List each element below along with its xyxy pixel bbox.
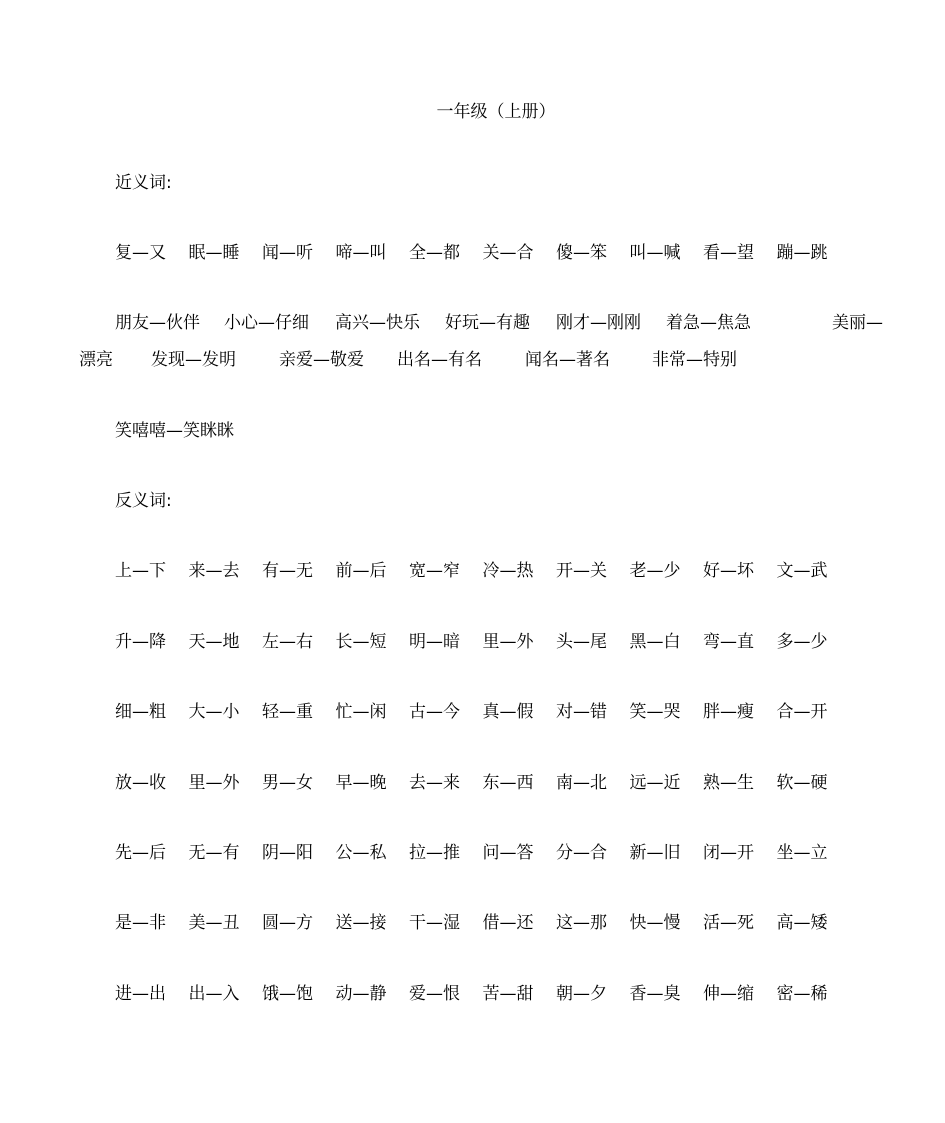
antonym-pair: 软—硬 — [776, 773, 828, 793]
antonym-pair: 里—外 — [188, 773, 240, 793]
antonym-pair: 先—后 — [115, 843, 166, 863]
page-title: 一年级（上册） — [436, 102, 556, 122]
antonym-pair: 来—去 — [188, 561, 240, 581]
antonym-pair: 冷—热 — [482, 561, 534, 581]
antonym-pair: 坐—立 — [776, 843, 828, 863]
antonym-pair: 文—武 — [776, 561, 828, 581]
synonym-pair: 关—合 — [482, 243, 534, 263]
antonym-row-7 — [115, 982, 850, 1006]
antonym-row-4 — [115, 771, 850, 795]
antonym-pair: 进—出 — [115, 984, 166, 1004]
antonym-pair: 干—湿 — [409, 913, 460, 933]
antonym-pair: 左—右 — [262, 632, 313, 652]
antonym-row-3 — [115, 700, 850, 724]
antonym-pair: 开—关 — [556, 561, 607, 581]
synonym-pair: 全—都 — [409, 243, 460, 263]
antonym-pair: 伸—缩 — [703, 984, 754, 1004]
antonym-pair: 快—慢 — [629, 913, 681, 933]
antonym-pair: 放—收 — [115, 773, 166, 793]
antonym-pair: 南—北 — [556, 773, 607, 793]
synonym-word: 漂亮 — [79, 350, 113, 370]
synonym-pair: 发现—发明 — [151, 350, 236, 370]
antonym-pair: 分—合 — [556, 843, 607, 863]
antonym-pair: 老—少 — [629, 561, 681, 581]
antonym-pair: 前—后 — [335, 561, 387, 581]
antonym-row-5 — [115, 841, 850, 865]
antonym-pair: 古—今 — [409, 702, 460, 722]
antonyms-label: 反义词: — [115, 491, 172, 511]
antonym-pair: 拉—推 — [409, 843, 460, 863]
antonym-row-1 — [115, 559, 850, 583]
antonym-pair: 多—少 — [776, 632, 828, 652]
antonym-pair: 头—尾 — [556, 632, 607, 652]
antonym-pair: 香—臭 — [629, 984, 681, 1004]
antonym-pair: 送—接 — [335, 913, 387, 933]
antonym-pair: 高—矮 — [776, 913, 828, 933]
antonym-pair: 天—地 — [188, 632, 240, 652]
synonyms-label: 近义词: — [115, 173, 172, 193]
synonym-pair: 看—望 — [703, 243, 754, 263]
antonym-pair: 这—那 — [556, 913, 607, 933]
antonym-pair: 早—晚 — [335, 773, 387, 793]
synonym-pair: 出名—有名 — [397, 350, 482, 370]
antonym-pair: 长—短 — [335, 632, 387, 652]
synonym-pair: 傻—笨 — [556, 243, 607, 263]
antonym-pair: 对—错 — [556, 702, 607, 722]
antonym-pair: 出—入 — [188, 984, 240, 1004]
antonym-pair: 密—稀 — [776, 984, 828, 1004]
antonym-pair: 朝—夕 — [556, 984, 607, 1004]
synonym-row-1 — [115, 241, 850, 265]
antonym-pair: 笑—哭 — [629, 702, 681, 722]
synonym-pair: 小心—仔细 — [224, 313, 309, 333]
antonym-pair: 明—暗 — [409, 632, 460, 652]
antonym-pair: 男—女 — [262, 773, 313, 793]
synonym-pair: 着急—焦急 — [666, 313, 751, 333]
antonym-pair: 胖—瘦 — [703, 702, 754, 722]
antonym-pair: 有—无 — [262, 561, 313, 581]
antonym-pair: 无—有 — [188, 843, 240, 863]
antonym-pair: 里—外 — [482, 632, 534, 652]
antonym-pair: 好—坏 — [703, 561, 754, 581]
synonym-pair: 蹦—跳 — [776, 243, 828, 263]
antonym-pair: 东—西 — [482, 773, 534, 793]
antonym-pair: 公—私 — [335, 843, 387, 863]
antonym-pair: 弯—直 — [703, 632, 754, 652]
antonym-pair: 爱—恨 — [409, 984, 460, 1004]
antonym-pair: 闭—开 — [703, 843, 754, 863]
synonym-pair: 复—又 — [115, 243, 166, 263]
antonym-pair: 宽—窄 — [409, 561, 460, 581]
antonym-pair: 轻—重 — [262, 702, 313, 722]
synonym-pair: 亲爱—敬爱 — [279, 350, 364, 370]
antonym-pair: 大—小 — [188, 702, 240, 722]
antonym-pair: 升—降 — [115, 632, 166, 652]
synonym-pair: 朋友—伙伴 — [115, 313, 200, 333]
synonym-pair: 高兴—快乐 — [335, 313, 420, 333]
antonym-pair: 饿—饱 — [262, 984, 313, 1004]
synonym-pair: 刚才—刚刚 — [556, 313, 641, 333]
antonym-pair: 忙—闲 — [335, 702, 387, 722]
antonym-row-6 — [115, 911, 850, 935]
synonym-pair: 闻—听 — [262, 243, 313, 263]
antonym-pair: 美—丑 — [188, 913, 240, 933]
synonym-pair: 啼—叫 — [335, 243, 387, 263]
antonym-pair: 阴—阳 — [262, 843, 313, 863]
antonym-pair: 借—还 — [482, 913, 534, 933]
synonym-pair: 闻名—著名 — [525, 350, 610, 370]
antonym-pair: 圆—方 — [262, 913, 313, 933]
antonym-pair: 真—假 — [482, 702, 534, 722]
antonym-pair: 苦—甜 — [482, 984, 534, 1004]
antonym-pair: 细—粗 — [115, 702, 166, 722]
synonym-pair: 叫—喊 — [629, 243, 681, 263]
antonym-pair: 黑—白 — [629, 632, 681, 652]
antonym-pair: 新—旧 — [629, 843, 681, 863]
antonym-pair: 远—近 — [629, 773, 681, 793]
antonym-pair: 合—开 — [776, 702, 828, 722]
synonym-pair: 笑嘻嘻—笑眯眯 — [115, 421, 234, 441]
antonym-pair: 是—非 — [115, 913, 166, 933]
antonym-pair: 上—下 — [115, 561, 166, 581]
antonym-pair: 动—静 — [335, 984, 387, 1004]
synonym-pair: 美丽— — [832, 313, 883, 333]
synonym-pair: 眠—睡 — [188, 243, 240, 263]
synonym-pair: 好玩—有趣 — [445, 313, 530, 333]
antonym-pair: 熟—生 — [703, 773, 754, 793]
antonym-pair: 问—答 — [482, 843, 534, 863]
antonym-row-2 — [115, 630, 850, 654]
antonym-pair: 活—死 — [703, 913, 754, 933]
antonym-pair: 去—来 — [409, 773, 460, 793]
synonym-pair: 非常—特别 — [652, 350, 737, 370]
